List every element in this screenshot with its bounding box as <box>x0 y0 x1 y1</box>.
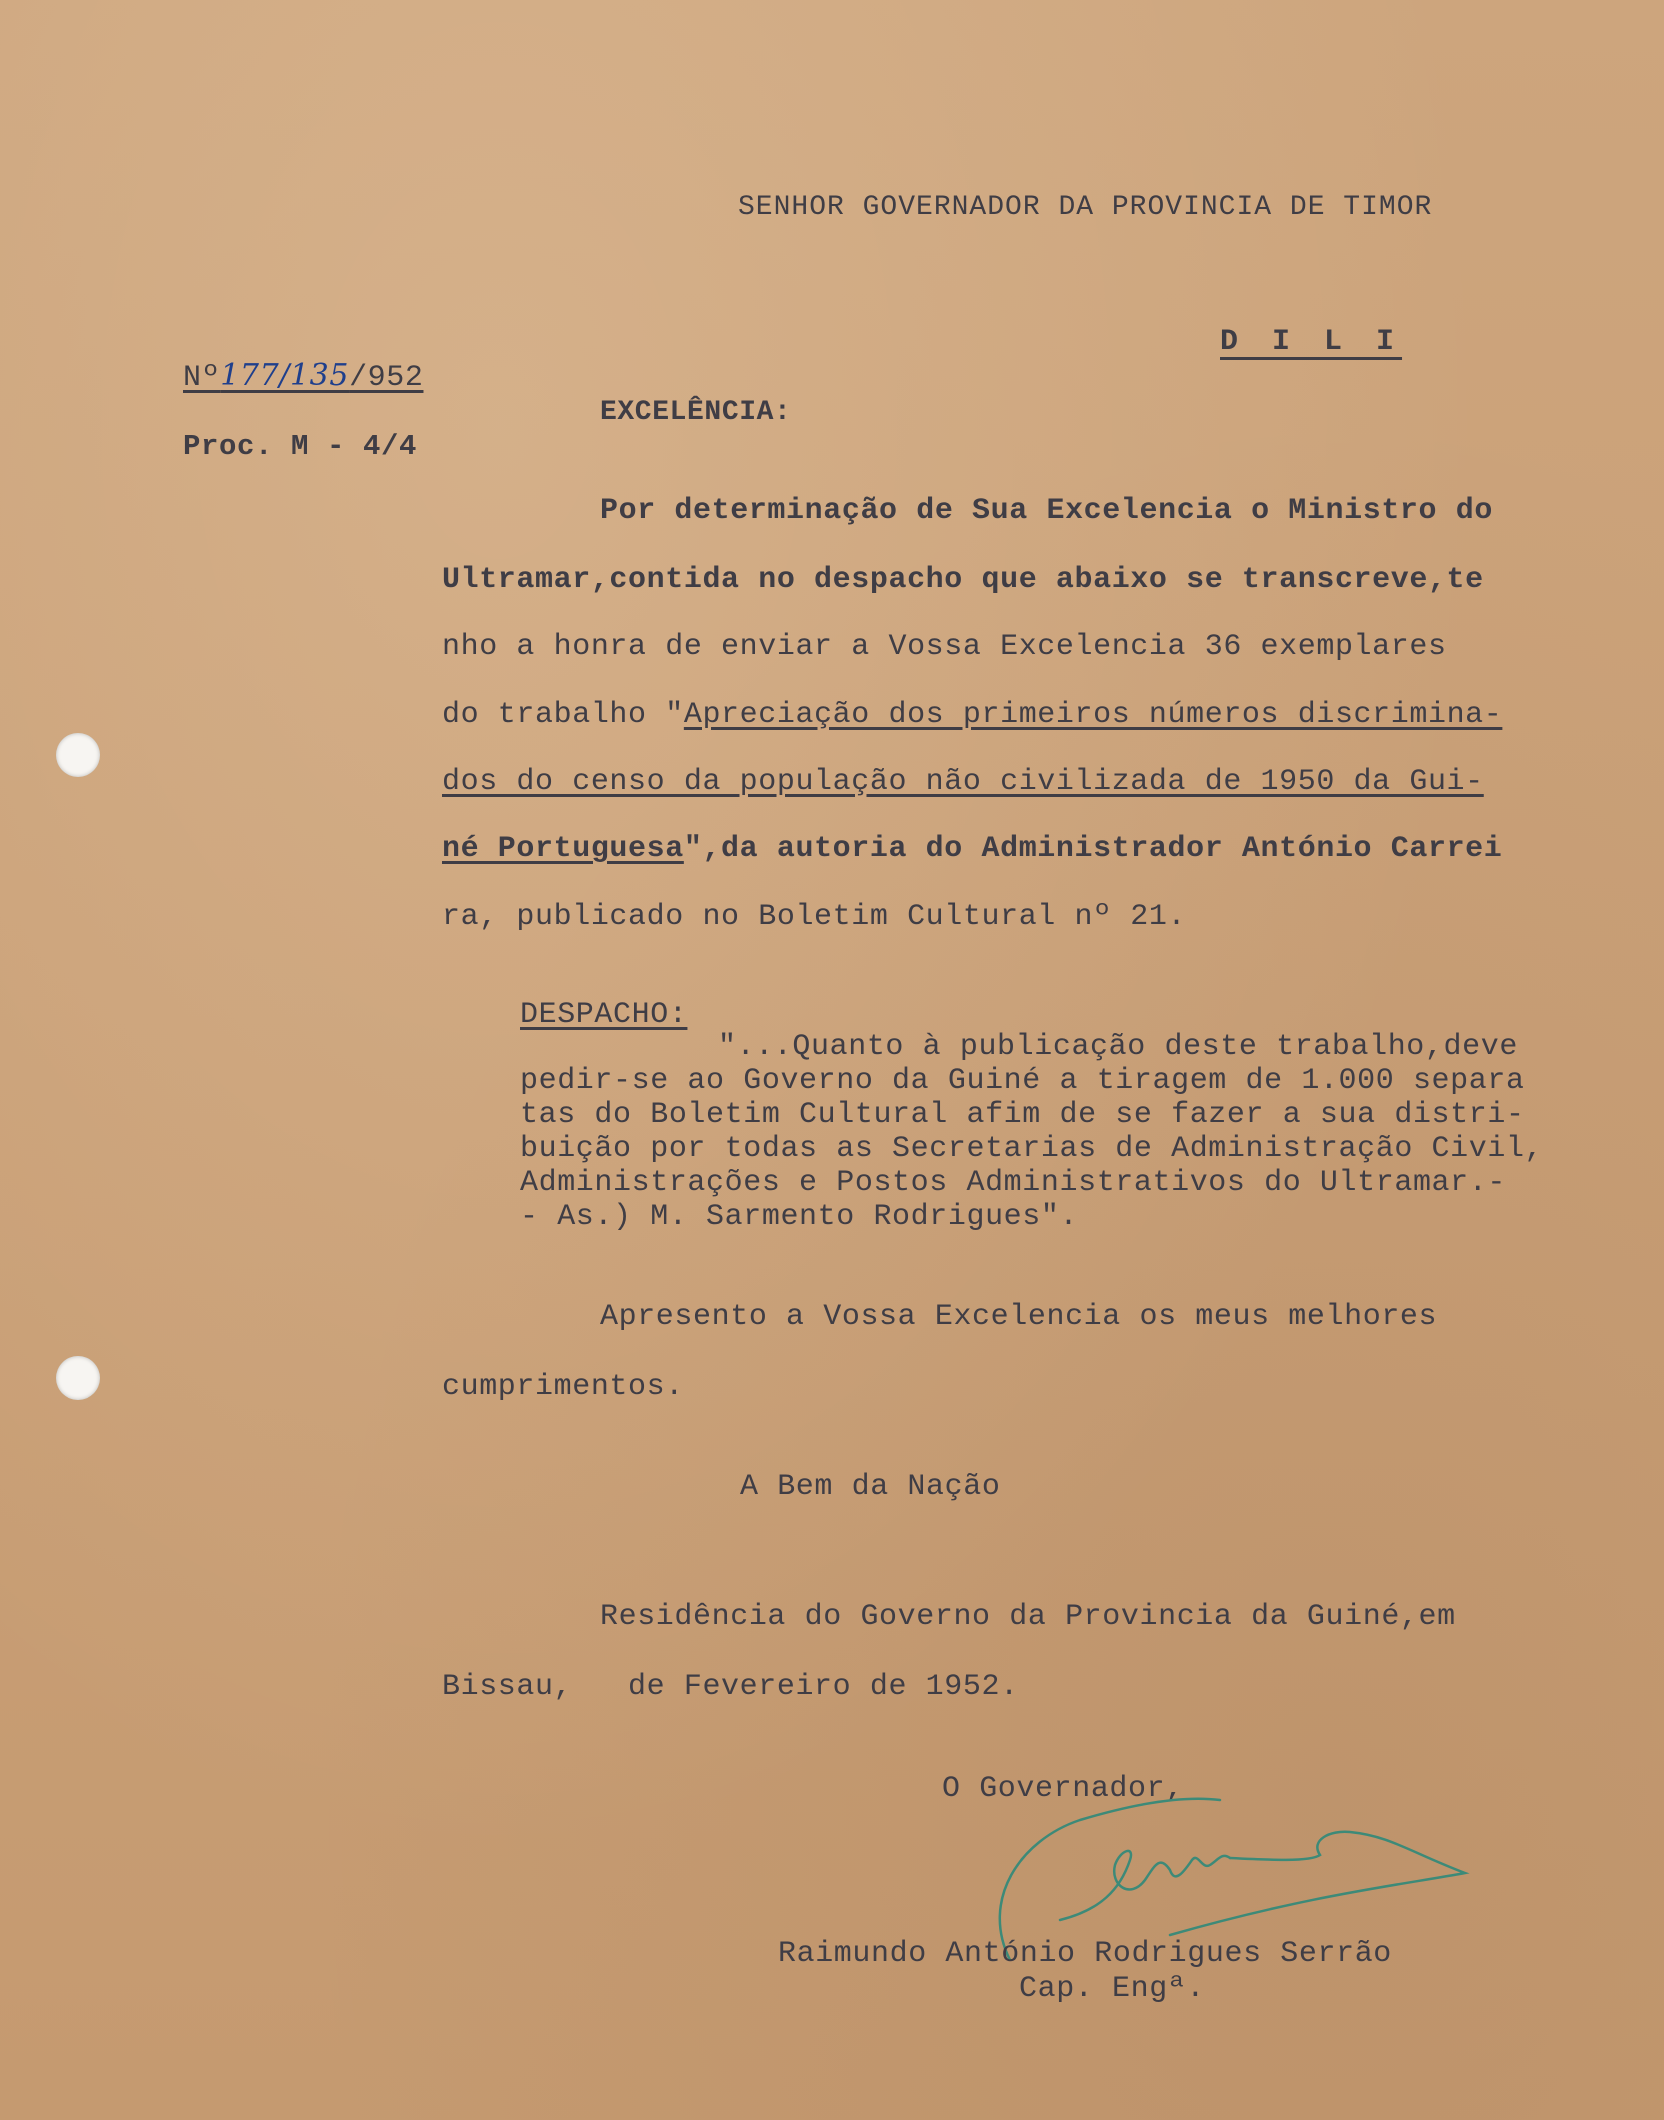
addressee-line: SENHOR GOVERNADOR DA PROVINCIA DE TIMOR <box>738 192 1433 223</box>
signer-title: O Governador, <box>942 1772 1184 1806</box>
despacho-label: DESPACHO: <box>520 998 688 1032</box>
body-line: Por determinação de Sua Excelencia o Ministro do <box>600 494 1493 528</box>
work-title: né Portuguesa <box>442 832 684 866</box>
reference-number <box>183 358 423 395</box>
body-line <box>442 698 1502 732</box>
body-line: Ultramar,contida no despacho que abaixo se transcreve,te <box>442 563 1484 597</box>
place-line: Residência do Governo da Provincia da Guiné,em <box>600 1600 1456 1634</box>
valediction: A Bem da Nação <box>740 1470 1001 1504</box>
despacho-line: pedir-se ao Governo da Guiné a tiragem de 1.000 separa <box>520 1064 1525 1098</box>
closing-line: Apresento a Vossa Excelencia os meus melhores <box>600 1300 1438 1334</box>
body-line: ra, publicado no Boletim Cultural nº 21. <box>442 900 1187 934</box>
despacho-line: "...Quanto à publicação deste trabalho,deve <box>718 1030 1518 1064</box>
despacho-line: Administrações e Postos Administrativos do Ultramar.- <box>520 1166 1506 1200</box>
despacho-line: tas do Boletim Cultural afim de se fazer a sua distri- <box>520 1098 1525 1132</box>
ref-prefix: Nº <box>183 361 221 395</box>
work-title-line: dos do censo da população não civilizada de 1950 da Gui- <box>442 765 1484 799</box>
date-line: Bissau, de Fevereiro de 1952. <box>442 1670 1019 1704</box>
salutation: EXCELÊNCIA: <box>600 397 792 428</box>
despacho-line: buição por todas as Secretarias de Administração Civil, <box>520 1132 1544 1166</box>
destination-city: D I L I <box>1220 325 1403 359</box>
despacho-line: - As.) M. Sarmento Rodrigues". <box>520 1200 1079 1234</box>
punch-hole <box>56 733 100 777</box>
signer-name: Raimundo António Rodrigues Serrão <box>778 1937 1392 1971</box>
work-title: Apreciação dos primeiros números discrimina- <box>683 698 1503 732</box>
handwritten-signature <box>930 1760 1470 1960</box>
process-number: Proc. M - 4/4 <box>183 430 418 463</box>
body-text: ",da autoria do Administrador António Carrei <box>683 832 1503 866</box>
closing-line: cumprimentos. <box>442 1370 684 1404</box>
ref-handwritten: 177/135 <box>220 358 350 393</box>
body-text: do trabalho " <box>442 698 684 732</box>
body-line <box>442 832 1502 866</box>
body-line: nho a honra de enviar a Vossa Excelencia 36 exemplares <box>442 630 1447 664</box>
ref-suffix: /952 <box>349 361 424 395</box>
signer-rank: Cap. Engª. <box>1019 1972 1206 2006</box>
punch-hole <box>56 1356 100 1400</box>
